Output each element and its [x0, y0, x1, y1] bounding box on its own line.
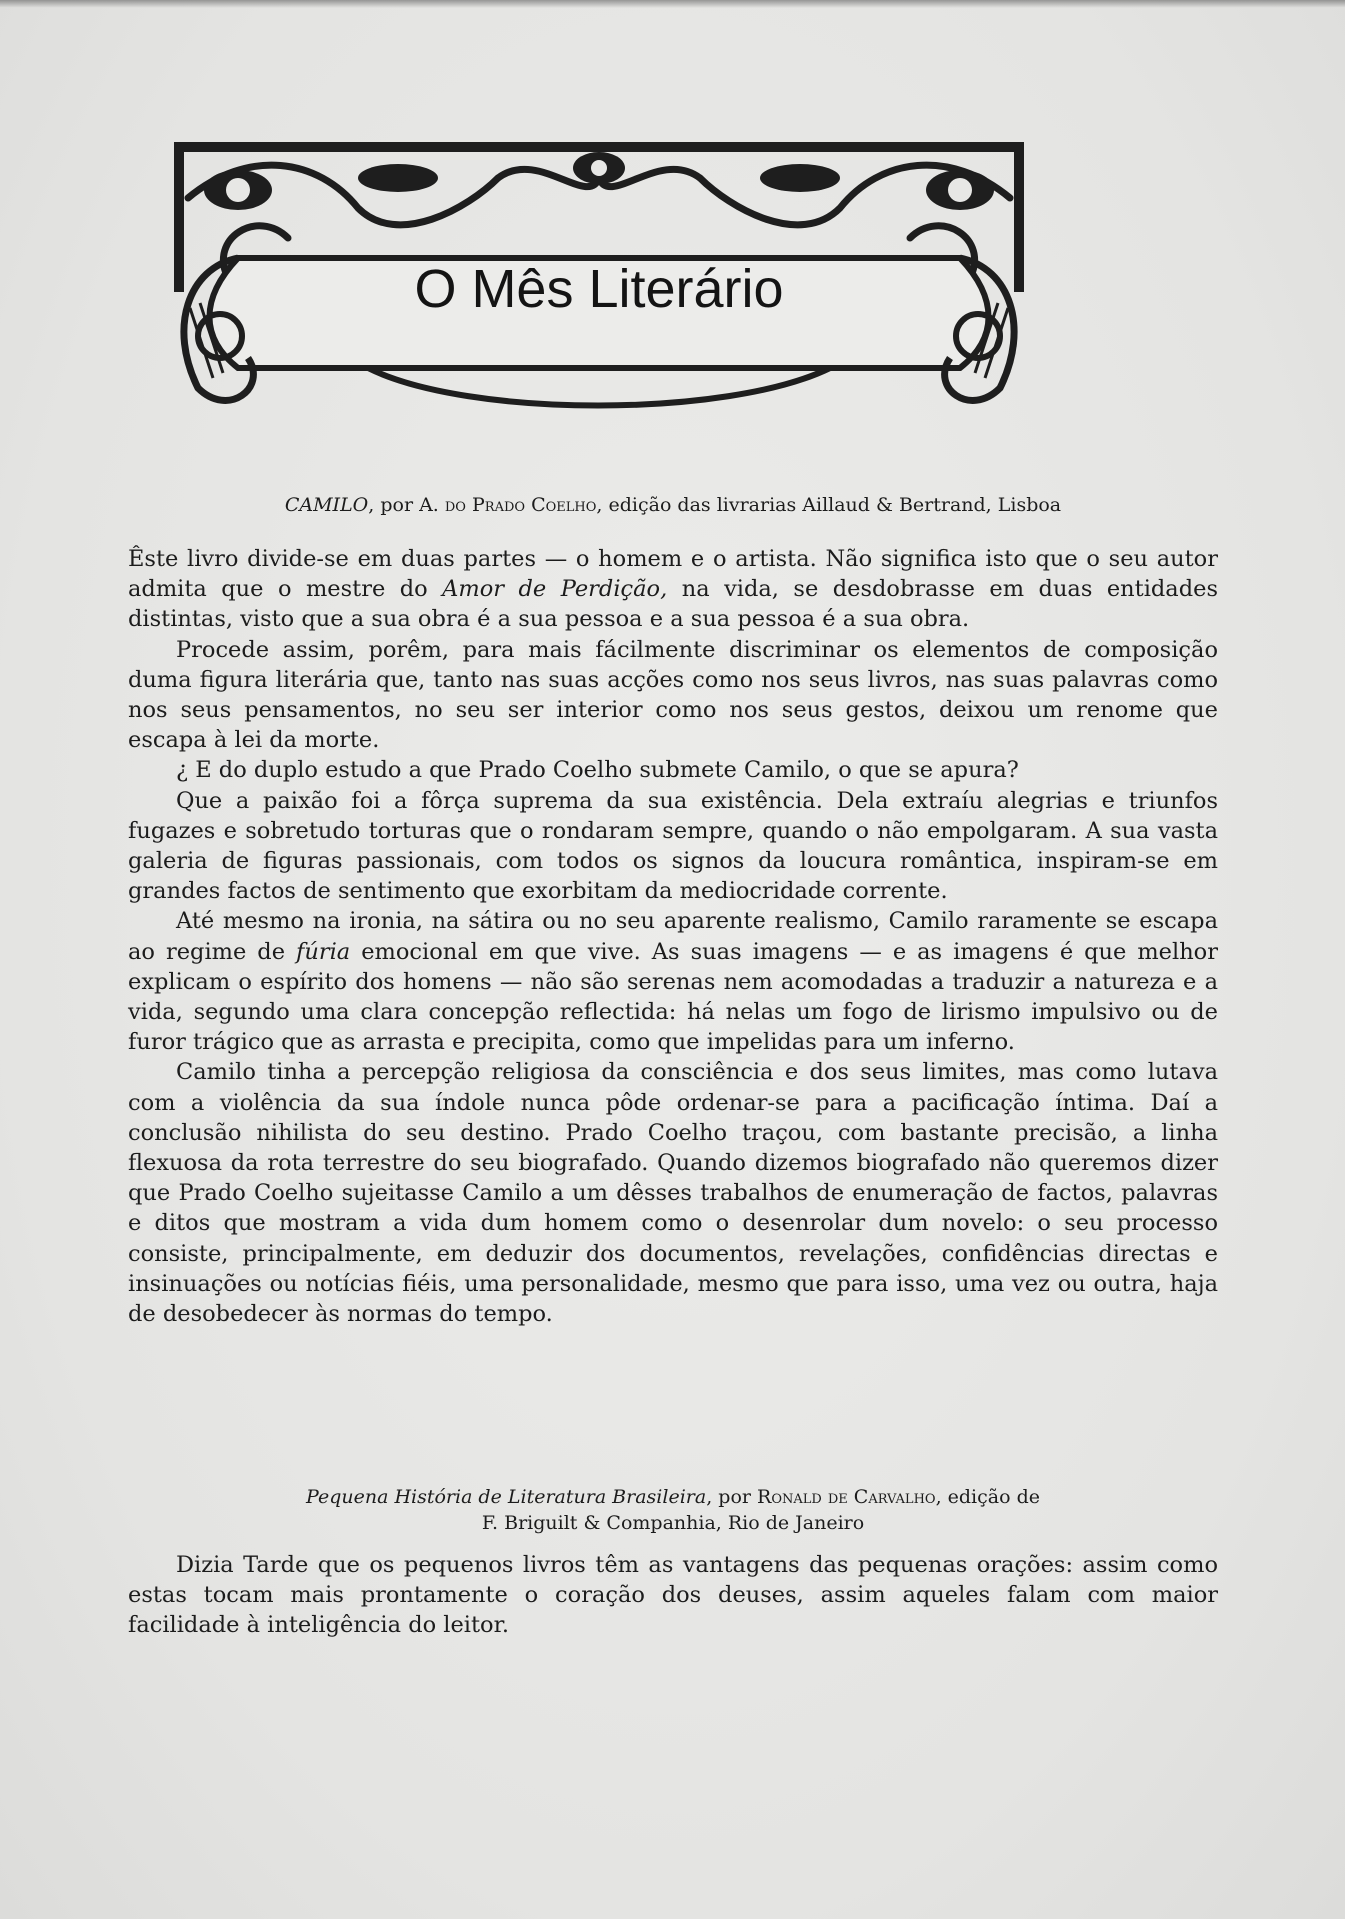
paragraph: Camilo tinha a percepção religiosa da consciência e dos seus limites, mas como lutava com a violência da sua índole nunca pôde ordenar-se para a pacificação íntima. Daí a conclusão nihilista do seu destino. Prado Coelho traçou, com bastante precisão, a linha flexuosa da rota terrestre do seu biografado. Quando dizemos biografado não queremos dizer que Prado Coelho sujeitasse Camilo a um dêsses trabalhos de enumeração de factos, palavras e ditos que mostram a vida dum homem como o desenrolar dum novelo: o seu processo consiste, principalmente, em deduzir dos documentos, revelações, confidências directas e insinuações ou notícias fiéis, uma personalidade, mesmo que para isso, uma vez ou outra, haja de desobedecer às normas do tempo.: [128, 1059, 1218, 1328]
paragraph: Que a paixão foi a fôrça suprema da sua existência. Dela extraíu alegrias e triunfos fugazes e sobretudo torturas que o rondaram sempre, quando o não empolgaram. A sua vasta galeria de figuras passionais, com todos os signos da loucura romântica, inspiram-se em grandes factos de sentimento que exorbitam da mediocridade corrente.: [128, 787, 1218, 905]
paragraph: Até mesmo na ironia, na sátira ou no seu aparente realismo, Camilo raramente se escapa ao regime de fúria emocional em que vive. As suas imagens — e as imagens é que melhor explicam o espírito dos homens — não são serenas nem acomodadas a traduzir a natureza e a vida, segundo uma clara concepção reflectida: há nelas um fogo de lirismo impulsivo ou de furor trágico que as arrasta e precipita, como que impelidas para um inferno.: [128, 908, 1218, 1056]
book-reference-1: CAMILO, por A. do Prado Coelho, edição das livrarias Aillaud & Bertrand, Lisboa: [284, 494, 1062, 516]
book-author-2: Ronald de Carvalho: [757, 1486, 936, 1508]
review-1-body: [128, 544, 1218, 1329]
book-reference-2: Pequena História de Literatura Brasileira, por Ronald de Carvalho, edição de F. Briguilt & Companhia, Rio de Janeiro: [306, 1486, 1040, 1534]
book-title-1: CAMILO: [284, 494, 369, 516]
paragraph: ¿ E do duplo estudo a que Prado Coelho submete Camilo, o que se apura?: [176, 757, 1019, 784]
scan-edge-shadow: [0, 0, 1345, 8]
paragraph: Dizia Tarde que os pequenos livros têm as vantagens das pequenas orações: assim como estas tocam mais prontamente o coração dos deuses, assim aqueles falam com maior facilidade à inteligência do leitor.: [128, 1552, 1218, 1639]
paragraph: Procede assim, porêm, para mais fácilmente discriminar os elementos de composição duma figura literária que, tanto nas suas acções como nos seus livros, nas suas palavras como nos seus pensamentos, no seu ser interior como nos seus gestos, deixou um renome que escapa à lei da morte.: [128, 636, 1218, 754]
review-2-body: [128, 1550, 1218, 1641]
section-title: O Mês Literário: [414, 259, 784, 319]
book-title-2: Pequena História de Literatura Brasileira: [306, 1486, 707, 1508]
paragraph: Êste livro divide-se em duas partes — o homem e o artista. Não significa isto que o seu autor admita que o mestre do Amor de Perdição, na vida, se desdobrasse em duas entidades distintas, visto que a sua obra é a sua pessoa e a sua pessoa é a sua obra.: [128, 546, 1218, 633]
book-author-1: A. do Prado Coelho: [419, 494, 597, 516]
ornamental-headpiece: [168, 138, 1030, 430]
